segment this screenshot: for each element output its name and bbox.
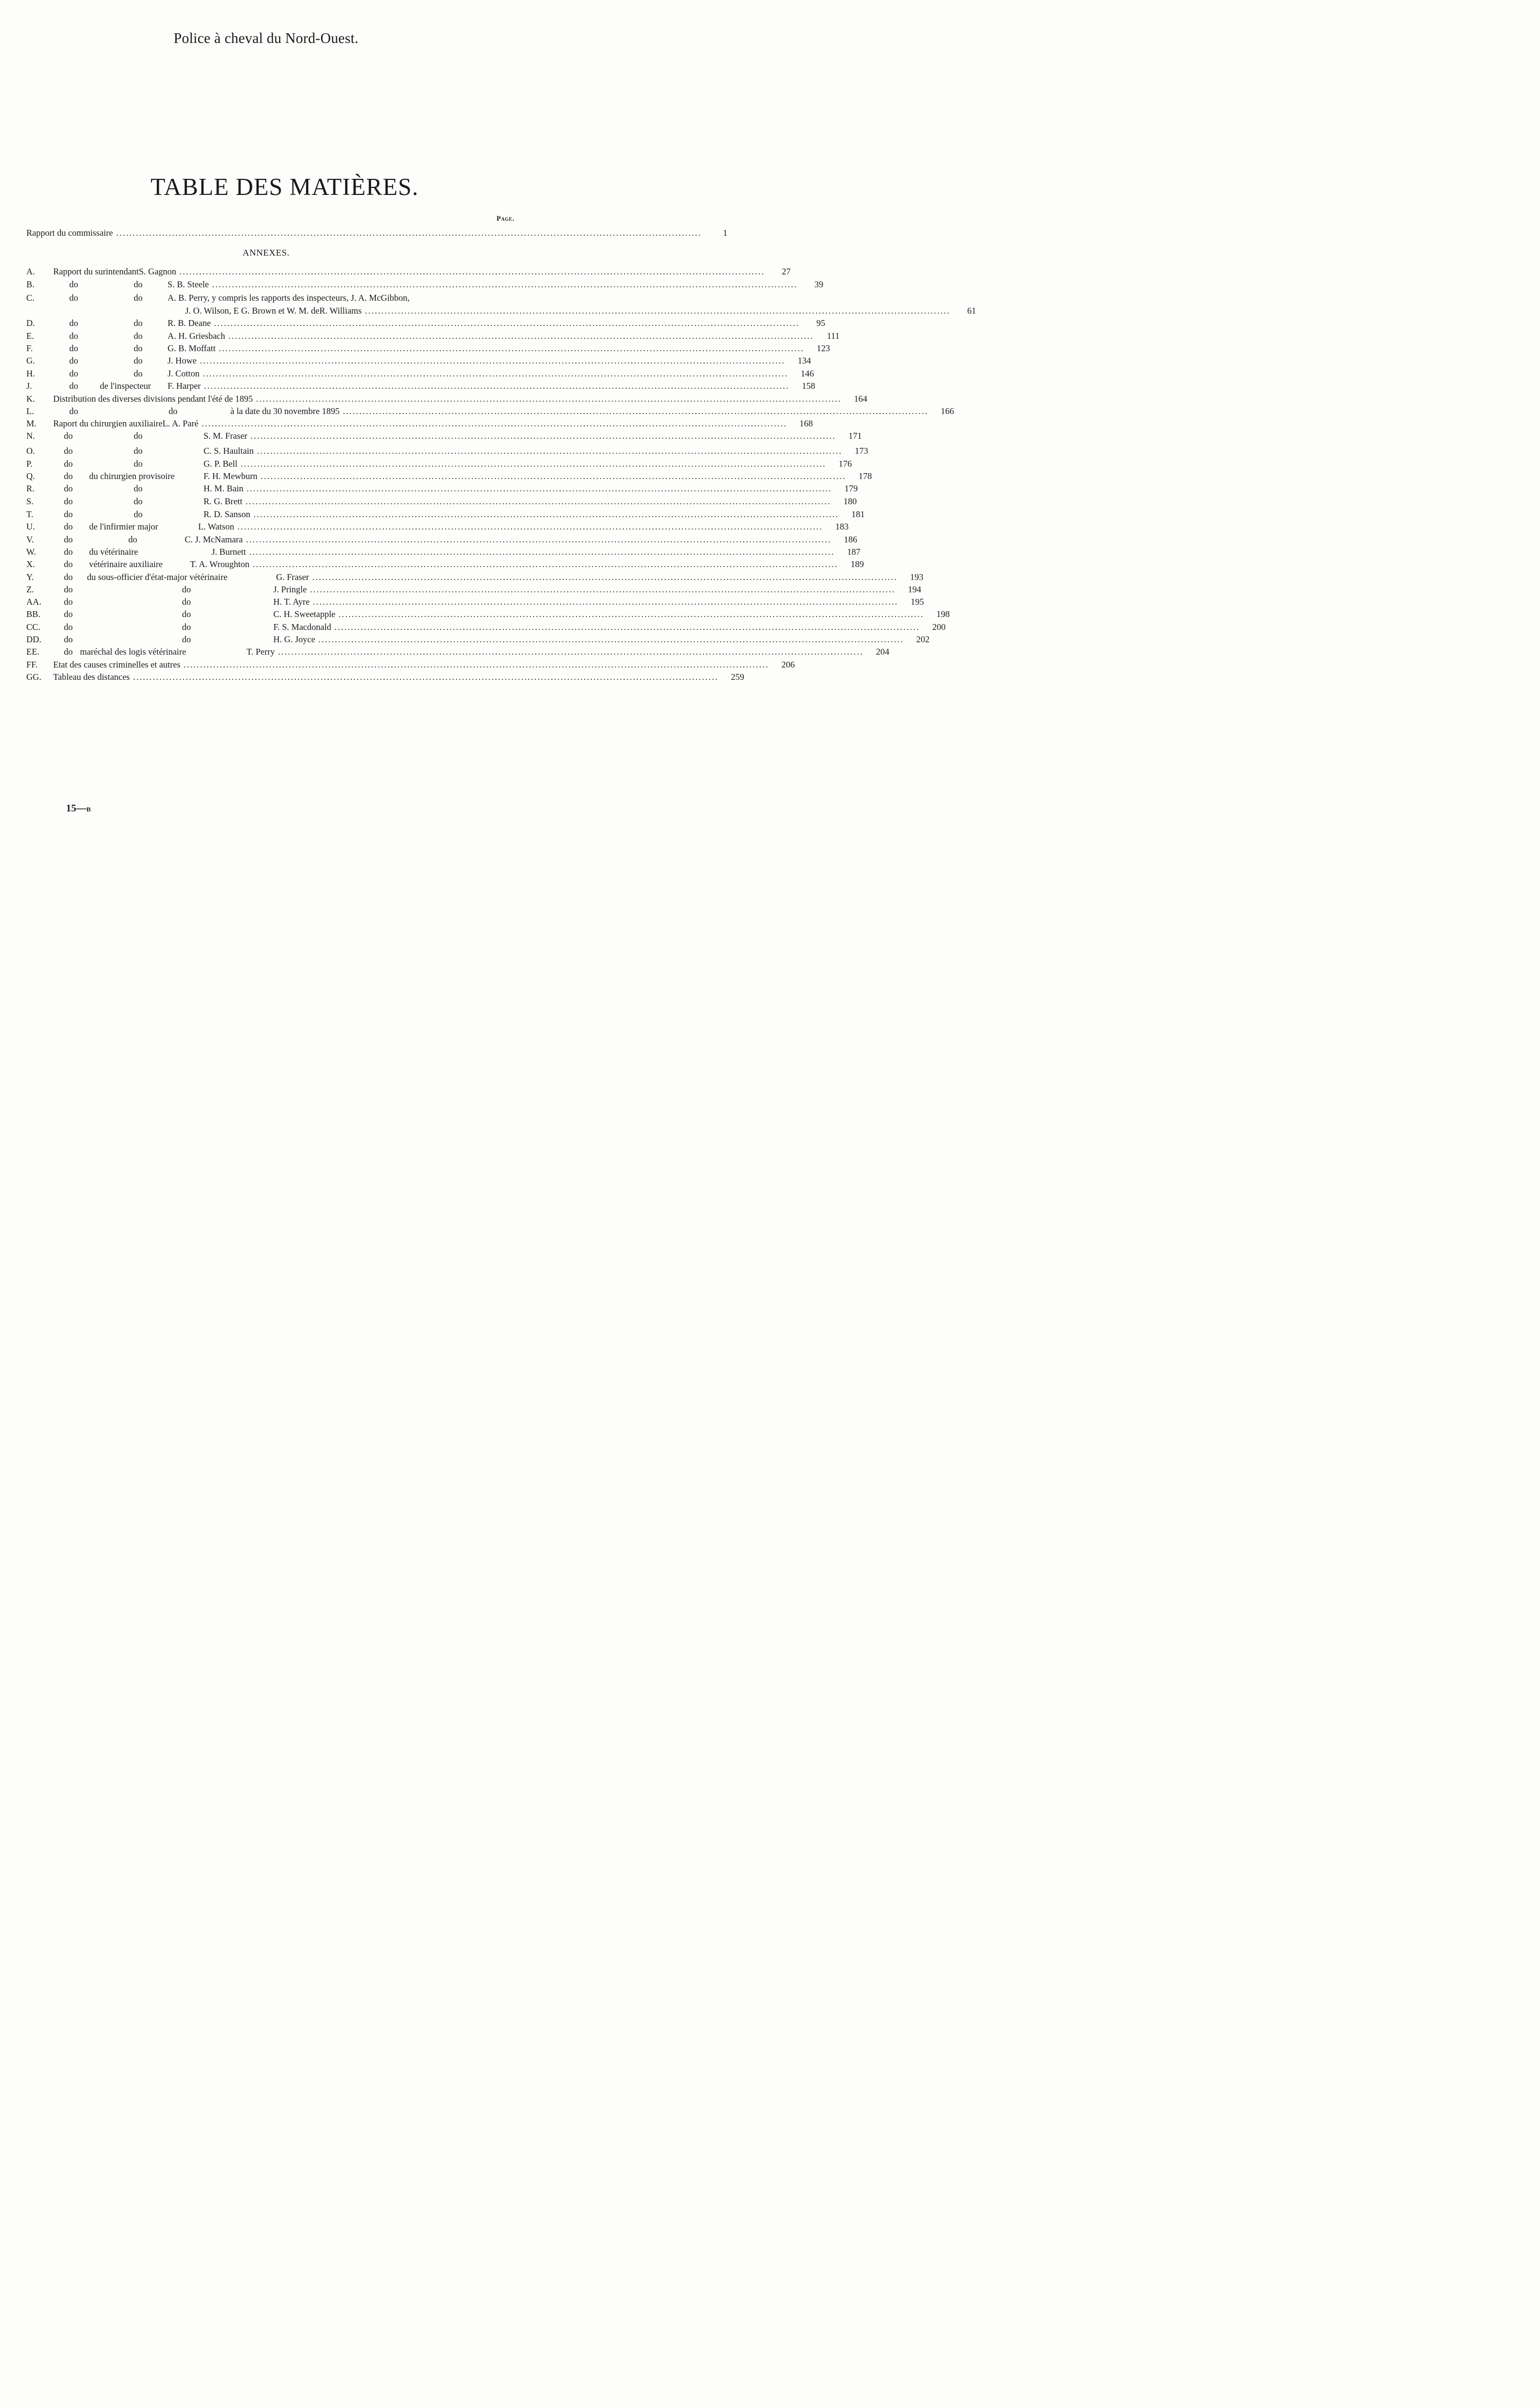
toc-entry[interactable]	[26, 672, 744, 684]
leader-dots	[245, 496, 831, 507]
toc-entry[interactable]	[26, 343, 830, 356]
entry-page: 1	[723, 228, 728, 238]
page-column-heading: Page.	[496, 214, 514, 222]
leader-dots	[241, 459, 826, 469]
entry-label: H.	[26, 368, 35, 379]
entry-col-b: do	[134, 279, 143, 289]
entry-col-c: L. Watson	[198, 521, 235, 532]
entry-col-a: do	[64, 509, 73, 519]
running-header: Police à cheval du Nord-Ouest.	[173, 30, 359, 46]
entry-col-c: C. S. Haultain	[204, 446, 254, 456]
entry-col-a: do	[64, 459, 73, 469]
entry-label: E.	[26, 331, 34, 341]
entry-page: 187	[847, 547, 861, 557]
entry-page: 27	[781, 266, 791, 277]
entry-col-c: G. B. Moffatt	[168, 343, 216, 353]
entry-label: N.	[26, 431, 35, 441]
leader-dots	[246, 483, 832, 494]
entry-col-a: Distribution des diverses divisions pendant l'été de 1895	[53, 394, 253, 404]
entry-page: 158	[802, 381, 816, 391]
toc-entry[interactable]	[26, 446, 868, 458]
leader-dots	[253, 559, 838, 570]
leader-dots	[310, 584, 895, 595]
entry-page: 198	[936, 609, 950, 619]
entry-page: 186	[844, 534, 858, 545]
leader-dots	[335, 622, 920, 633]
entry-col-b: do	[134, 331, 143, 341]
entry-col-b: do	[182, 609, 191, 619]
entry-col-a: do	[69, 318, 78, 328]
entry-col-a: Tableau des distances	[53, 672, 130, 682]
entry-page: 173	[855, 446, 868, 456]
entry-col-c: C. H. Sweetapple	[273, 609, 336, 619]
entry-page: 194	[907, 584, 921, 594]
toc-entry[interactable]	[26, 356, 811, 368]
page-title: TABLE DES MATIÈRES.	[150, 173, 419, 200]
entry-label: C.	[26, 293, 35, 303]
entry-page: 176	[838, 459, 852, 469]
entry-col-c: A. H. Griesbach	[168, 331, 226, 341]
entry-col-c: F. S. Macdonald	[273, 622, 331, 632]
entry-col-b: maréchal des logis vétérinaire	[80, 647, 186, 657]
entry-col-c: L. A. Paré	[162, 418, 199, 429]
entry-label: K.	[26, 394, 35, 404]
entry-label: T.	[26, 509, 33, 519]
entry-col-a: do	[69, 279, 78, 289]
toc-entry[interactable]	[26, 266, 791, 279]
entry-col-b: do	[134, 459, 143, 469]
entry-label: X.	[26, 559, 35, 569]
entry-col-c: S. M. Fraser	[204, 431, 248, 441]
entry-label: V.	[26, 534, 34, 545]
entry-page: 168	[800, 418, 813, 429]
entry-col-c: F. Harper	[168, 381, 201, 391]
annexes-heading: ANNEXES.	[242, 248, 290, 258]
leader-dots	[257, 446, 842, 456]
entry-label: Y.	[26, 572, 34, 582]
entry-col-b: do	[134, 356, 143, 366]
toc-entry[interactable]	[26, 279, 824, 292]
entry-col-c: G. Fraser	[276, 572, 309, 582]
entry-col-a: do	[69, 406, 78, 416]
leader-dots	[278, 647, 863, 657]
entry-page: 134	[797, 356, 811, 366]
leader-dots	[212, 279, 797, 290]
leader-dots	[246, 534, 831, 545]
toc-entry[interactable]	[26, 622, 946, 634]
leader-dots	[133, 672, 718, 683]
toc-entry[interactable]	[26, 534, 858, 547]
toc-entry[interactable]	[26, 521, 849, 534]
entry-label: GG.	[26, 672, 41, 682]
entry-col-c: H. T. Ayre	[273, 597, 310, 607]
leader-dots	[116, 228, 701, 238]
toc-entry[interactable]	[26, 609, 950, 621]
entry-label: J.	[26, 381, 32, 391]
entry-col-b: do	[134, 318, 143, 328]
entry-col-a: Raport du chirurgien auxiliaire	[53, 418, 163, 429]
entry-col-b: de l'inspecteur	[100, 381, 151, 391]
entry-col-a: do	[69, 356, 78, 366]
toc-entry[interactable]	[26, 406, 954, 418]
entry-col-b: do	[134, 483, 143, 494]
toc-entry[interactable]	[26, 483, 858, 496]
entry-col-b: do	[182, 597, 191, 607]
entry-page: 195	[911, 597, 924, 607]
entry-col-b: du chirurgien provisoire	[89, 471, 175, 481]
entry-col-c: S. B. Steele	[168, 279, 209, 289]
entry-page: 178	[858, 471, 872, 481]
toc-entry[interactable]	[26, 306, 976, 318]
entry-col-c: R. G. Brett	[204, 496, 243, 506]
entry-col-b: du vétérinaire	[89, 547, 139, 557]
toc-entry[interactable]	[26, 496, 857, 509]
toc-entry[interactable]	[26, 368, 814, 381]
entry-label: B.	[26, 279, 35, 289]
entry-col-b: do	[182, 634, 191, 644]
toc-entry[interactable]	[26, 471, 872, 483]
entry-label: W.	[26, 547, 37, 557]
entry-col-c: G. P. Bell	[204, 459, 238, 469]
entry-col-c: A. B. Perry, y compris les rapports des inspecteurs, J. A. McGibbon,	[168, 293, 410, 303]
leader-dots	[200, 356, 785, 366]
entry-text: Rapport du commissaire	[26, 228, 113, 238]
toc-entry[interactable]	[26, 572, 924, 584]
entry-col-c: S. Gagnon	[139, 266, 177, 277]
signature-mark: 15—B	[66, 803, 91, 814]
entry-col-c: R. D. Sanson	[204, 509, 251, 519]
toc-entry[interactable]	[26, 647, 890, 659]
entry-col-a: do	[64, 431, 73, 441]
entry-col-b: do	[134, 446, 143, 456]
toc-entry-commissaire[interactable]	[26, 228, 728, 240]
entry-col-c: à la date du 30 novembre 1895	[230, 406, 340, 416]
entry-col-c: J. Burnett	[212, 547, 246, 557]
entry-page: 183	[835, 521, 849, 532]
entry-col-c: H. G. Joyce	[273, 634, 315, 644]
entry-page: 206	[781, 659, 795, 670]
entry-col-b: do	[182, 584, 191, 594]
leader-dots	[256, 394, 841, 404]
entry-label: L.	[26, 406, 34, 416]
entry-label: AA.	[26, 597, 41, 607]
entry-label: U.	[26, 521, 35, 532]
entry-page: 204	[876, 647, 890, 657]
entry-page: 166	[940, 406, 954, 416]
entry-label: P.	[26, 459, 33, 469]
entry-col-c: F. H. Mewburn	[204, 471, 258, 481]
entry-page: 180	[843, 496, 857, 506]
entry-col-b: do	[134, 293, 143, 303]
entry-page: 164	[854, 394, 868, 404]
leader-dots	[338, 609, 924, 620]
toc-entry[interactable]	[26, 431, 862, 443]
leader-dots	[202, 418, 787, 429]
entry-col-b: do	[134, 509, 143, 519]
entry-col-b: do	[169, 406, 178, 416]
toc-entry[interactable]	[26, 509, 865, 521]
entry-col-b: du sous-officier d'état-major vétérinaire	[87, 572, 228, 582]
entry-col-b: do	[182, 622, 191, 632]
entry-col-a: Etat des causes criminelles et autres	[53, 659, 180, 670]
toc-entry[interactable]	[26, 318, 825, 330]
entry-page: 95	[816, 318, 825, 328]
entry-col-a: do	[64, 597, 73, 607]
entry-label: M.	[26, 418, 37, 429]
entry-col-a: do	[64, 534, 73, 545]
entry-page: 189	[851, 559, 864, 569]
entry-col-c: C. J. McNamara	[185, 534, 243, 545]
entry-col-b: do	[134, 343, 143, 353]
entry-label: G.	[26, 356, 35, 366]
entry-label: Q.	[26, 471, 35, 481]
toc-entry[interactable]	[26, 381, 816, 393]
entry-label: D.	[26, 318, 35, 328]
entry-col-b: do	[134, 431, 143, 441]
entry-label: Z.	[26, 584, 34, 594]
entry-col-c: T. Perry	[246, 647, 275, 657]
leader-dots	[237, 521, 823, 532]
leader-dots	[318, 634, 904, 645]
entry-page: 193	[910, 572, 924, 582]
entry-page: 39	[814, 279, 824, 289]
leader-dots	[179, 266, 765, 277]
entry-label: BB.	[26, 609, 41, 619]
entry-page: 179	[844, 483, 858, 494]
entry-col-a: Rapport du surintendant	[53, 266, 139, 277]
entry-label: EE.	[26, 647, 40, 657]
entry-label: S.	[26, 496, 34, 506]
entry-col-b: do	[128, 534, 137, 545]
entry-col-a: do	[64, 547, 73, 557]
entry-col-c: J. Cotton	[168, 368, 200, 379]
entry-page: 200	[932, 622, 946, 632]
entry-col-a: do	[64, 572, 73, 582]
entry-col-a: do	[64, 483, 73, 494]
leader-dots	[228, 331, 813, 342]
toc-entry[interactable]	[26, 597, 924, 609]
entry-col-a: do	[69, 381, 78, 391]
entry-page: 202	[916, 634, 930, 644]
entry-col-a: do	[69, 343, 78, 353]
entry-label: DD.	[26, 634, 41, 644]
toc-entry[interactable]	[26, 547, 861, 559]
entry-col-a: do	[69, 293, 78, 303]
entry-col-a: do	[64, 622, 73, 632]
entry-col-a: do	[64, 647, 73, 657]
entry-page: 181	[851, 509, 865, 519]
leader-dots	[184, 659, 769, 670]
leader-dots	[343, 406, 928, 417]
entry-col-c: T. A. Wroughton	[190, 559, 250, 569]
entry-col-a: do	[64, 521, 73, 532]
entry-page: 61	[967, 306, 976, 316]
entry-col-b: vétérinaire auxiliaire	[89, 559, 163, 569]
toc-entry[interactable]	[26, 394, 868, 406]
leader-dots	[219, 343, 804, 354]
leader-dots	[312, 572, 897, 583]
entry-col-a: do	[69, 368, 78, 379]
leader-dots	[260, 471, 846, 482]
leader-dots	[253, 509, 839, 520]
entry-col-c: J. O. Wilson, E G. Brown et W. M. deR. Williams	[185, 306, 362, 316]
leader-dots	[251, 431, 836, 441]
entry-col-a: do	[64, 496, 73, 506]
leader-dots	[313, 597, 898, 607]
toc-entry[interactable]	[26, 418, 813, 431]
leader-dots	[249, 547, 834, 557]
entry-col-b: do	[134, 496, 143, 506]
entry-col-a: do	[64, 559, 73, 569]
entry-col-a: do	[64, 634, 73, 644]
entry-page: 259	[731, 672, 744, 682]
toc-entry[interactable]	[26, 634, 930, 647]
leader-dots	[365, 306, 950, 316]
toc-entry[interactable]	[26, 293, 515, 305]
toc-entry[interactable]	[26, 659, 795, 672]
entry-label: A.	[26, 266, 35, 277]
entry-col-a: do	[64, 471, 73, 481]
leader-dots	[204, 381, 789, 391]
entry-col-c: H. M. Bain	[204, 483, 244, 494]
toc-entry[interactable]	[26, 584, 921, 597]
entry-col-a: do	[64, 584, 73, 594]
leader-dots	[214, 318, 800, 329]
entry-col-a: do	[64, 446, 73, 456]
entry-col-b: do	[134, 368, 143, 379]
entry-col-c: J. Howe	[168, 356, 197, 366]
toc-entry[interactable]	[26, 331, 840, 343]
entry-page: 111	[826, 331, 840, 341]
entry-col-a: do	[69, 331, 78, 341]
toc-entry[interactable]	[26, 559, 864, 571]
leader-dots	[203, 368, 788, 379]
entry-page: 123	[817, 343, 830, 353]
entry-col-b: de l'infirmier major	[89, 521, 158, 532]
entry-label: O.	[26, 446, 35, 456]
entry-col-c: R. B. Deane	[168, 318, 211, 328]
entry-page: 171	[848, 431, 862, 441]
entry-label: R.	[26, 483, 35, 494]
entry-label: FF.	[26, 659, 38, 670]
entry-col-a: do	[64, 609, 73, 619]
toc-entry[interactable]	[26, 459, 852, 471]
entry-label: F.	[26, 343, 33, 353]
entry-col-c: J. Pringle	[273, 584, 307, 594]
entry-page: 146	[801, 368, 814, 379]
entry-label: CC.	[26, 622, 41, 632]
